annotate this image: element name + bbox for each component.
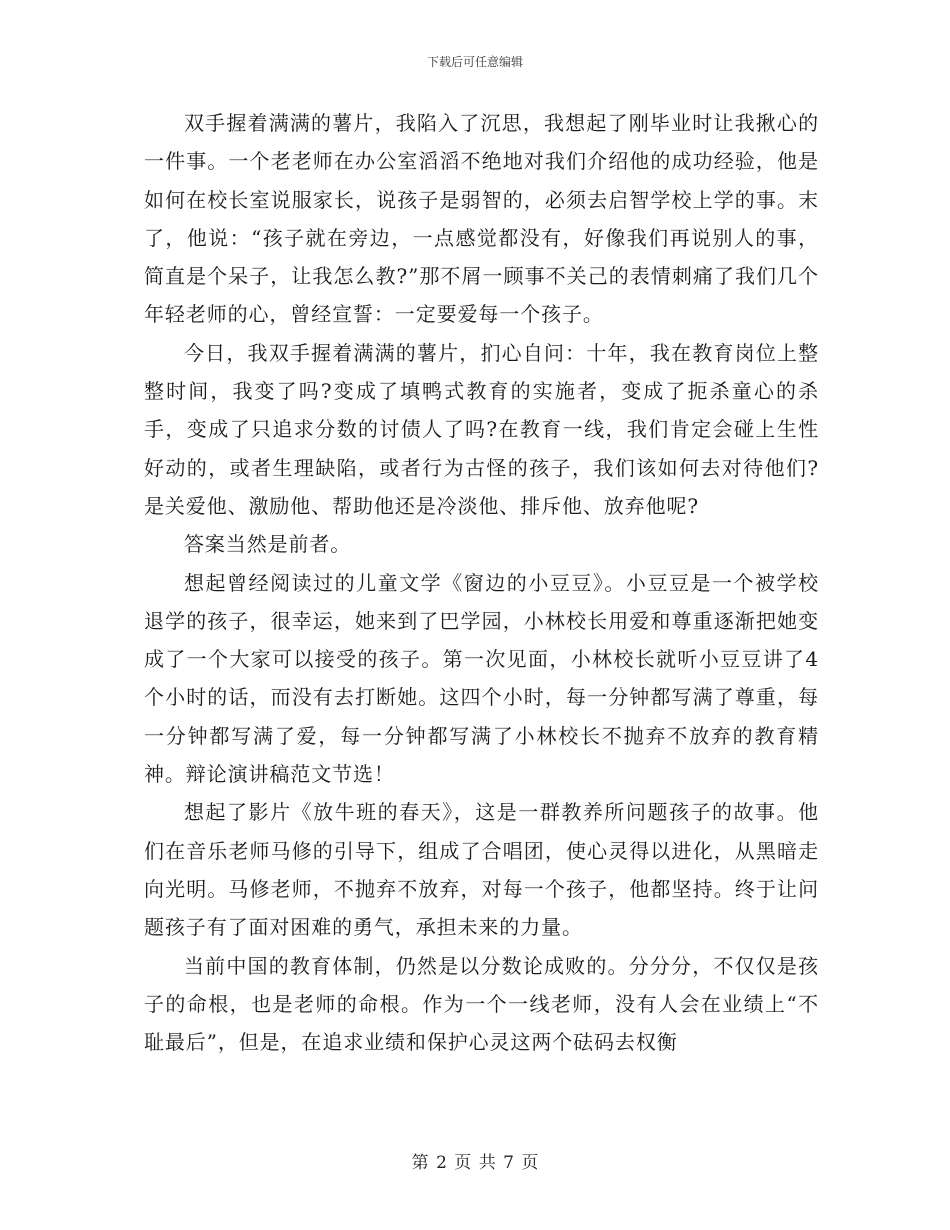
page-number-footer: 第 2 页 共 7 页 <box>411 1153 539 1173</box>
document-body <box>144 104 819 1061</box>
paragraph: 想起了影片《放牛班的春天》，这是一群教养所问题孩子的故事。他们在音乐老师马修的引导下，组成了合唱团，使心灵得以进化，从黑暗走向光明。马修老师，不抛弃不放弃，对每一个孩子，他都坚持。终于让问题孩子有了面对困难的勇气，承担未来的力量。 <box>144 800 819 940</box>
paragraph: 当前中国的教育体制，仍然是以分数论成败的。分分分，不仅仅是孩子的命根，也是老师的命根。作为一个一线老师，没有人会在业绩上“不耻最后”，但是，在追求业绩和保护心灵这两个砝码去权衡 <box>144 953 819 1055</box>
page-header: 下载后可任意编辑 <box>426 55 523 69</box>
paragraph: 今日，我双手握着满满的薯片，扪心自问：十年，我在教育岗位上整整时间，我变了吗?变成了填鸭式教育的实施者，变成了扼杀童心的杀手，变成了只追求分数的讨债人了吗?在教育一线，我们肯定会碰上生性好动的，或者生理缺陷，或者行为古怪的孩子，我们该如何去对待他们?是关爱他、激励他、帮助他还是冷淡他、排斥他、放弃他呢? <box>144 340 819 518</box>
paragraph: 双手握着满满的薯片，我陷入了沉思，我想起了刚毕业时让我揪心的一件事。一个老老师在办公室滔滔不绝地对我们介绍他的成功经验，他是如何在校长室说服家长，说孩子是弱智的，必须去启智学校上学的事。末了，他说：“孩子就在旁边，一点感觉都没有，好像我们再说别人的事，简直是个呆子，让我怎么教?”那不屑一顾事不关己的表情刺痛了我们几个年轻老师的心，曾经宣誓：一定要爱每一个孩子。 <box>144 111 819 327</box>
paragraph: 答案当然是前者。 <box>184 532 352 557</box>
paragraph: 想起曾经阅读过的儿童文学《窗边的小豆豆》。小豆豆是一个被学校退学的孩子，很幸运，她来到了巴学园，小林校长用爱和尊重逐渐把她变成了一个大家可以接受的孩子。第一次见面，小林校长就听小豆豆讲了4个小时的话，而没有去打断她。这四个小时，每一分钟都写满了尊重，每一分钟都写满了爱，每一分钟都写满了小林校长不抛弃不放弃的教育精神。辩论演讲稿范文节选！ <box>144 570 819 787</box>
